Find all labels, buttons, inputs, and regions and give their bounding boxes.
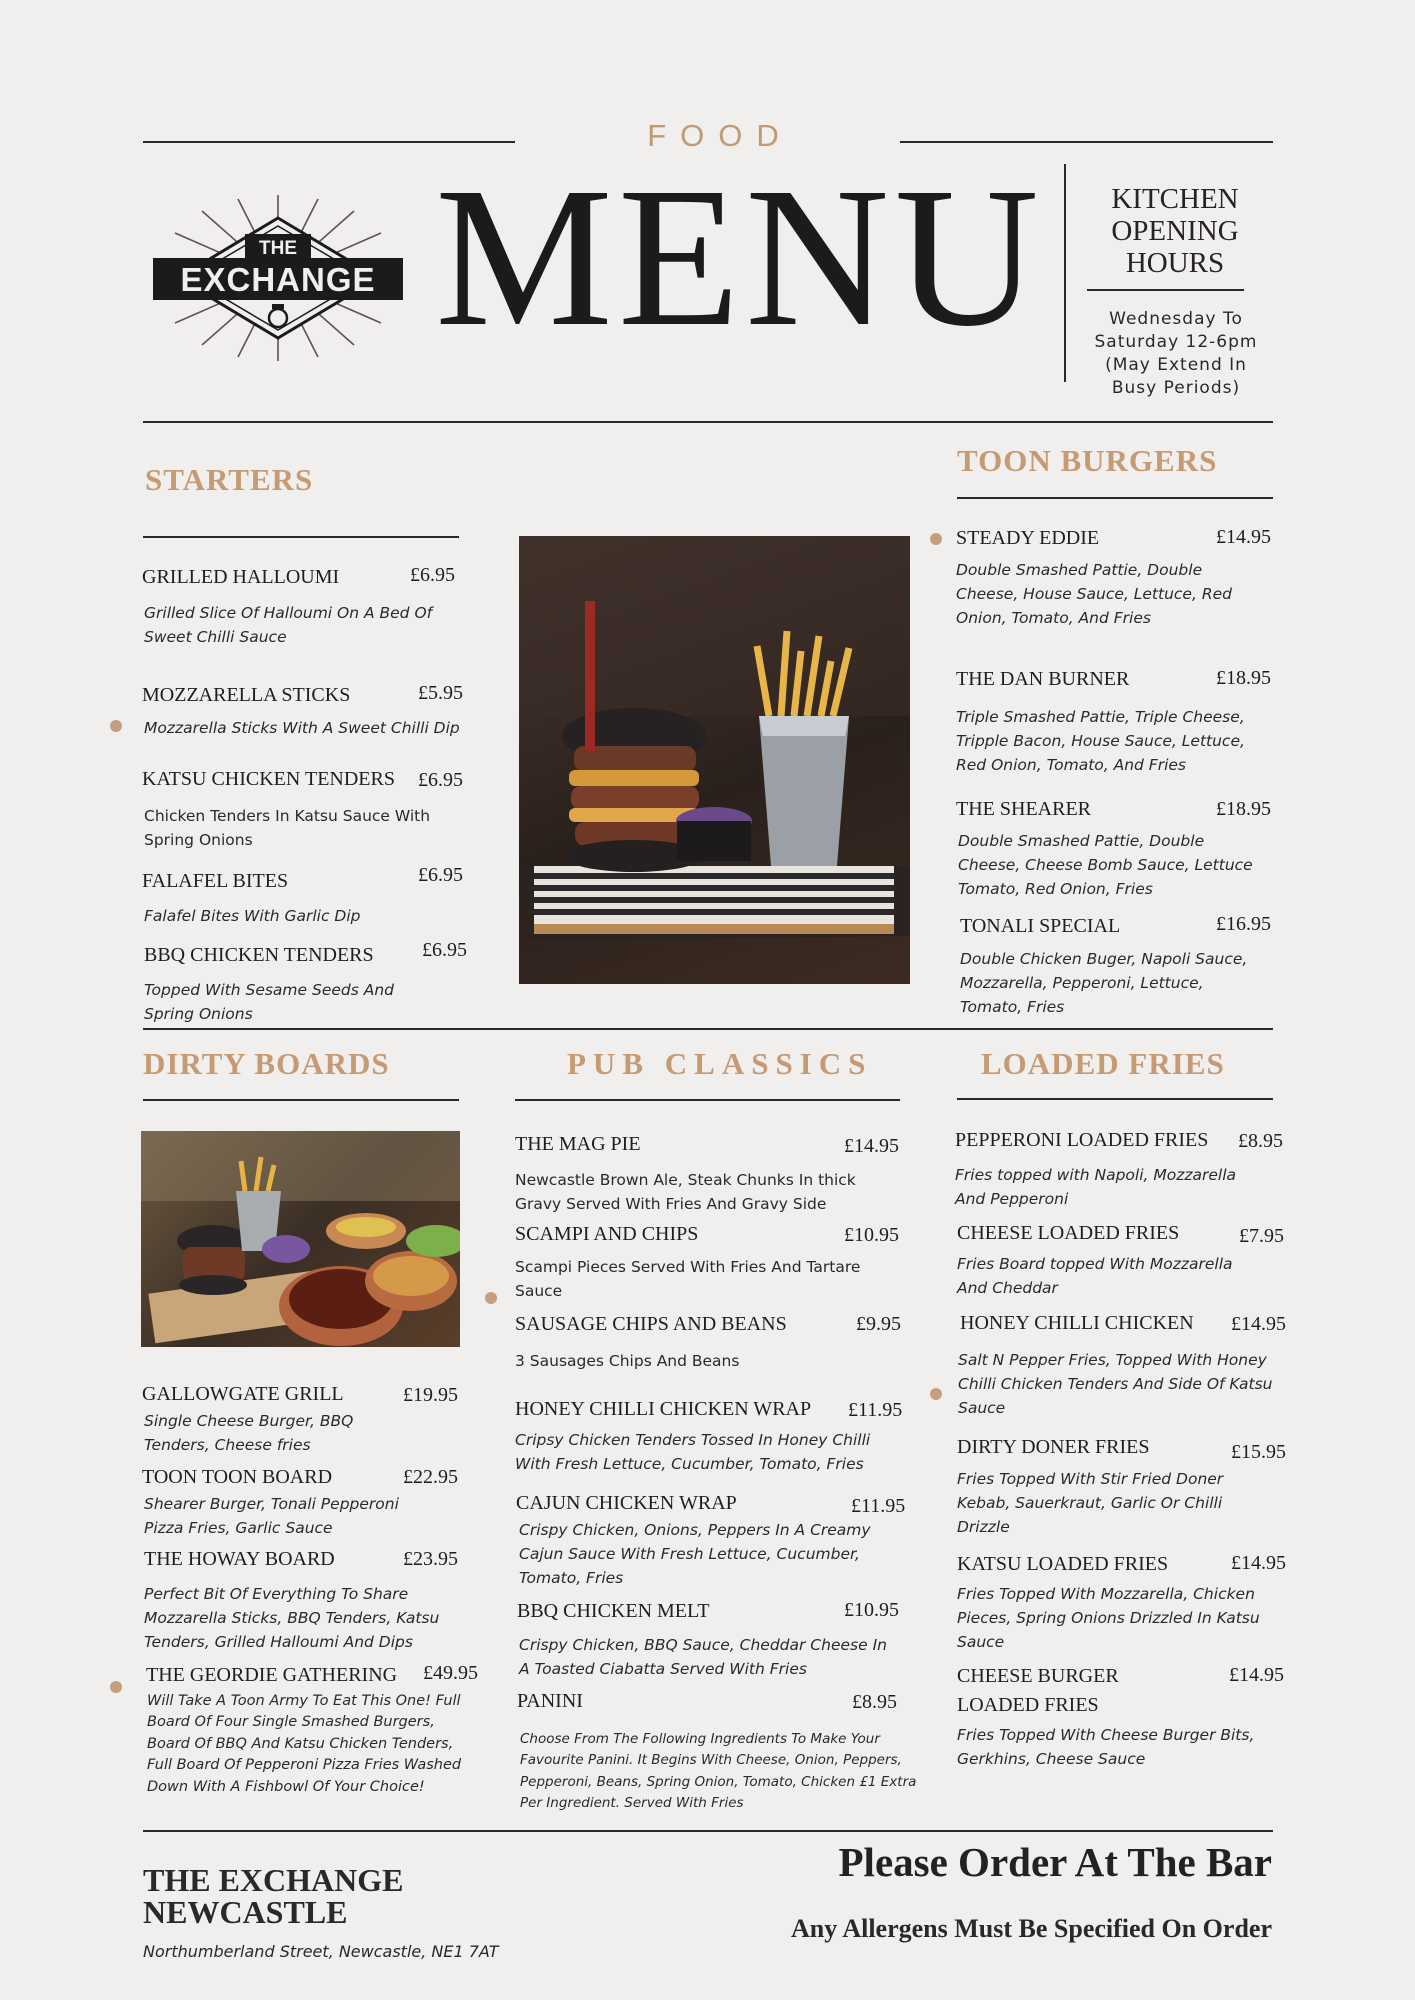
menu-item-price: £11.95	[848, 1399, 903, 1421]
allergen-note: Any Allergens Must Be Specified On Order	[791, 1914, 1272, 1943]
menu-item-desc: Chicken Tenders In Katsu Sauce With Spring Onions	[144, 807, 431, 849]
menu-item-price: £18.95	[1216, 667, 1271, 689]
menu-item-name: STEADY EDDIE	[956, 527, 1100, 549]
menu-item-name: KATSU CHICKEN TENDERS	[142, 768, 395, 790]
menu-item-price: £15.95	[1231, 1441, 1286, 1463]
menu-item-name: DIRTY DONER FRIES	[957, 1436, 1150, 1458]
venue-address: Northumberland Street, Newcastle, NE1 7AT	[143, 1942, 499, 1961]
menu-item-name: GRILLED HALLOUMI	[142, 566, 340, 588]
menu-item-price: £10.95	[844, 1224, 899, 1246]
exchange-logo	[150, 193, 406, 363]
menu-item-desc: Topped With Sesame Seeds And Spring Onions	[144, 981, 395, 1023]
menu-item-name: TONALI SPECIAL	[960, 915, 1121, 937]
fries-rule	[957, 1098, 1273, 1100]
menu-item-price: £6.95	[418, 769, 463, 791]
menu-item-name: BBQ CHICKEN TENDERS	[144, 944, 374, 966]
classics-title: PUB CLASSICS	[567, 1046, 873, 1081]
decorative-dot	[930, 1388, 942, 1400]
burgers-rule	[957, 497, 1273, 499]
decorative-dot	[110, 1681, 122, 1693]
kitchen-hours-underline	[1087, 289, 1244, 291]
logo-top-text: THE	[259, 238, 297, 259]
menu-item-desc: Triple Smashed Pattie, Triple Cheese, Tripple Bacon, House Sauce, Lettuce, Red Onion, Tomato, And Fries	[956, 708, 1245, 774]
menu-item-name: CAJUN CHICKEN WRAP	[516, 1492, 737, 1514]
boards-title: DIRTY BOARDS	[143, 1046, 390, 1081]
menu-title: MENU	[435, 147, 1044, 368]
menu-item-name: THE MAG PIE	[515, 1133, 641, 1155]
menu-item-price: £8.95	[1238, 1130, 1283, 1152]
kitchen-hours-title: KITCHEN OPENING HOURS	[1111, 183, 1239, 279]
menu-item-desc: Scampi Pieces Served With Fries And Tartare Sauce	[515, 1258, 861, 1300]
decorative-dot	[485, 1292, 497, 1304]
menu-item-desc: Will Take A Toon Army To Eat This One! Full Board Of Four Single Smashed Burgers, Board Of BBQ And Katsu Chicken Tenders, Full Board Of Pepperoni Pizza Fries Washed Down With A Fishbowl Of Your Choice!	[147, 1693, 462, 1795]
kitchen-hours-text: Wednesday To Saturday 12-6pm (May Extend In Busy Periods)	[1094, 309, 1258, 398]
menu-item-desc: Fries Board topped With Mozzarella And Cheddar	[957, 1255, 1233, 1297]
menu-item-name: GALLOWGATE GRILL	[142, 1383, 344, 1405]
menu-item-desc: Shearer Burger, Tonali Pepperoni Pizza Fries, Garlic Sauce	[144, 1495, 399, 1537]
menu-item-price: £14.95	[1216, 526, 1271, 548]
menu-item-name: BBQ CHICKEN MELT	[517, 1600, 710, 1622]
menu-item-desc: Fries Topped With Stir Fried Doner Kebab, Sauerkraut, Garlic Or Chilli Drizzle	[957, 1470, 1224, 1536]
header-rule-left	[143, 141, 515, 143]
starters-title: STARTERS	[145, 462, 314, 497]
menu-item-name: HONEY CHILLI CHICKEN WRAP	[515, 1398, 812, 1420]
menu-item-name: MOZZARELLA STICKS	[142, 684, 351, 706]
menu-item-name: THE HOWAY BOARD	[144, 1548, 335, 1570]
menu-item-name: THE SHEARER	[956, 798, 1091, 820]
menu-item-desc: Salt N Pepper Fries, Topped With Honey Chilli Chicken Tenders And Side Of Katsu Sauce	[958, 1351, 1273, 1417]
menu-item-name: TOON TOON BOARD	[142, 1466, 333, 1488]
menu-item-desc: Grilled Slice Of Halloumi On A Bed Of Sweet Chilli Sauce	[144, 604, 433, 646]
menu-item-price: £14.95	[1231, 1552, 1286, 1574]
menu-item-desc: Double Smashed Pattie, Double Cheese, House Sauce, Lettuce, Red Onion, Tomato, And Fries	[956, 561, 1232, 627]
fries-title: LOADED FRIES	[981, 1046, 1225, 1081]
footer-rule	[143, 1830, 1273, 1832]
menu-item-name: FALAFEL BITES	[142, 870, 289, 892]
boards-photo	[141, 1131, 460, 1347]
menu-item-price: £10.95	[844, 1599, 899, 1621]
venue-name: THE EXCHANGE NEWCASTLE	[143, 1862, 404, 1930]
menu-item-name: THE GEORDIE GATHERING	[146, 1664, 398, 1686]
starters-rule	[143, 536, 459, 538]
menu-item-name: CHEESE BURGER LOADED FRIES	[957, 1665, 1119, 1716]
menu-item-desc: Fries Topped With Cheese Burger Bits, Gerkhins, Cheese Sauce	[957, 1726, 1255, 1768]
header-bottom-rule	[143, 421, 1273, 423]
menu-item-price: £23.95	[403, 1548, 458, 1570]
menu-item-desc: Falafel Bites With Garlic Dip	[144, 907, 361, 925]
middle-rule	[143, 1028, 1273, 1030]
menu-item-name: KATSU LOADED FRIES	[957, 1553, 1169, 1575]
menu-item-desc: Mozzarella Sticks With A Sweet Chilli Dip	[144, 719, 460, 737]
menu-item-name: SCAMPI AND CHIPS	[515, 1223, 699, 1245]
menu-item-price: £11.95	[851, 1495, 906, 1517]
menu-item-desc: Single Cheese Burger, BBQ Tenders, Cheese fries	[144, 1412, 354, 1454]
decorative-dot	[110, 720, 122, 732]
menu-item-name: THE DAN BURNER	[956, 668, 1130, 690]
menu-item-price: £19.95	[403, 1384, 458, 1406]
menu-item-desc: Fries Topped With Mozzarella, Chicken Pieces, Spring Onions Drizzled In Katsu Sauce	[957, 1585, 1260, 1651]
logo-main-text: EXCHANGE	[180, 261, 376, 298]
decorative-dot	[930, 533, 942, 545]
menu-item-price: £7.95	[1239, 1225, 1284, 1247]
menu-item-name: SAUSAGE CHIPS AND BEANS	[515, 1313, 787, 1335]
header-rule-right	[900, 141, 1273, 143]
menu-item-desc: 3 Sausages Chips And Beans	[515, 1352, 740, 1370]
menu-item-name: HONEY CHILLI CHICKEN	[960, 1312, 1194, 1334]
menu-item-desc: Cripsy Chicken Tenders Tossed In Honey Chilli With Fresh Lettuce, Cucumber, Tomato, Fries	[515, 1431, 871, 1473]
menu-item-price: £22.95	[403, 1466, 458, 1488]
menu-item-name: CHEESE LOADED FRIES	[957, 1222, 1180, 1244]
menu-item-desc: Choose From The Following Ingredients To Make Your Favourite Panini. It Begins With Cheese, Onion, Peppers, Pepperoni, Beans, Spring Onion, Tomato, Chicken £1 Extra Per Ingredient. Served With Fries	[520, 1731, 917, 1811]
menu-item-desc: Perfect Bit Of Everything To Share Mozzarella Sticks, BBQ Tenders, Katsu Tenders, Grilled Halloumi And Dips	[144, 1585, 440, 1651]
menu-item-desc: Double Smashed Pattie, Double Cheese, Cheese Bomb Sauce, Lettuce Tomato, Red Onion, Fries	[958, 832, 1253, 898]
menu-item-price: £14.95	[844, 1135, 899, 1157]
menu-item-desc: Double Chicken Buger, Napoli Sauce, Mozzarella, Pepperoni, Lettuce, Tomato, Fries	[960, 950, 1248, 1016]
menu-item-desc: Newcastle Brown Ale, Steak Chunks In thick Gravy Served With Fries And Gravy Side	[515, 1171, 856, 1213]
menu-item-desc: Crispy Chicken, Onions, Peppers In A Creamy Cajun Sauce With Fresh Lettuce, Cucumber, Tomato, Fries	[519, 1521, 871, 1587]
burger-photo	[519, 536, 910, 984]
menu-item-price: £9.95	[856, 1313, 901, 1335]
menu-item-name: PEPPERONI LOADED FRIES	[955, 1129, 1209, 1151]
menu-item-desc: Crispy Chicken, BBQ Sauce, Cheddar Cheese In A Toasted Ciabatta Served With Fries	[519, 1636, 887, 1678]
logo-graphic	[150, 193, 406, 363]
menu-item-price: £14.95	[1231, 1313, 1286, 1335]
boards-rule	[143, 1099, 459, 1101]
menu-item-price: £6.95	[422, 939, 467, 961]
menu-item-price: £14.95	[1229, 1664, 1284, 1686]
header-vertical-divider	[1064, 164, 1066, 382]
order-note: Please Order At The Bar	[838, 1839, 1272, 1885]
food-label: FOOD	[647, 118, 793, 153]
menu-item-price: £6.95	[410, 564, 455, 586]
menu-item-price: £16.95	[1216, 913, 1271, 935]
menu-item-name: PANINI	[517, 1690, 583, 1712]
burgers-title: TOON BURGERS	[957, 443, 1218, 478]
menu-item-price: £6.95	[418, 864, 463, 886]
menu-item-desc: Fries topped with Napoli, Mozzarella And Pepperoni	[955, 1166, 1237, 1208]
menu-item-price: £5.95	[418, 682, 463, 704]
menu-item-price: £18.95	[1216, 798, 1271, 820]
classics-rule	[515, 1099, 900, 1101]
menu-item-price: £49.95	[423, 1662, 478, 1684]
menu-item-price: £8.95	[852, 1691, 897, 1713]
